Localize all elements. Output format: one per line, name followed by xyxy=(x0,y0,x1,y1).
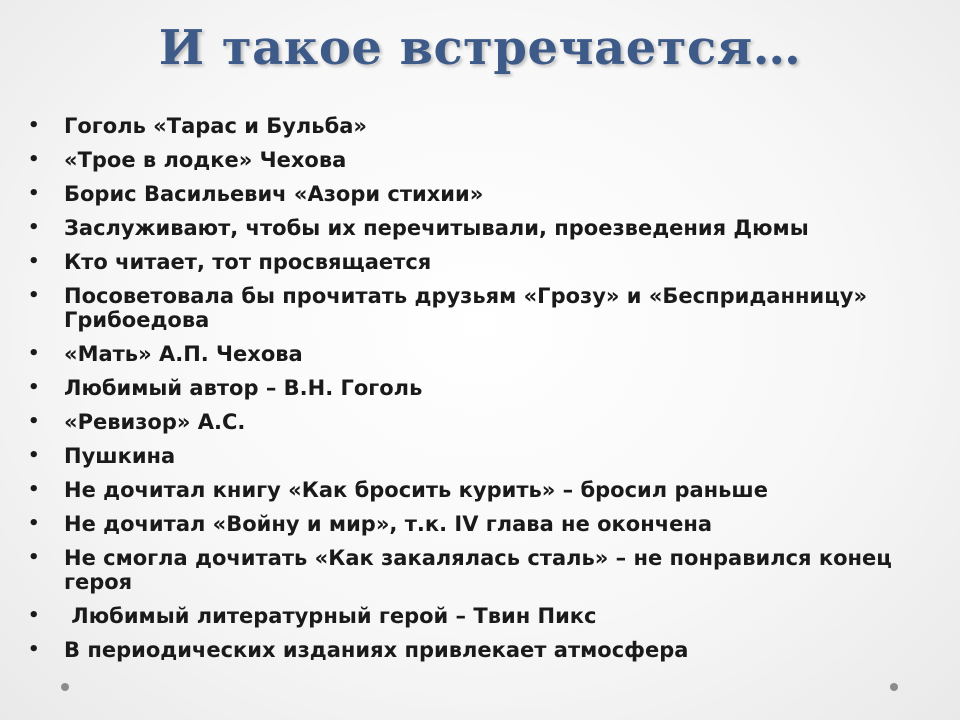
bullet-list xyxy=(22,114,952,672)
bullet-icon: • xyxy=(28,411,40,432)
list-item xyxy=(22,182,952,206)
list-item xyxy=(22,376,952,400)
decorative-dot-left-icon xyxy=(61,683,69,691)
list-item-text: В периодических изданиях привлекает атмосфера xyxy=(64,638,689,662)
list-item-text: Любимый литературный герой – Твин Пикс xyxy=(64,604,597,628)
slide-title: И такое встречается… xyxy=(158,20,802,76)
list-item xyxy=(22,216,952,240)
list-item xyxy=(22,478,952,502)
bullet-icon: • xyxy=(28,639,40,660)
list-item-text: Борис Васильевич «Азори стихии» xyxy=(64,182,484,206)
list-item xyxy=(22,444,952,468)
list-item-text: Любимый автор – В.Н. Гоголь xyxy=(64,376,423,400)
bullet-icon: • xyxy=(28,377,40,398)
list-item xyxy=(22,148,952,172)
list-item-text: Не дочитал книгу «Как бросить курить» – бросил раньше xyxy=(64,478,768,502)
list-item-text: «Трое в лодке» Чехова xyxy=(64,148,347,172)
bullet-icon: • xyxy=(28,115,40,136)
list-item xyxy=(22,638,952,662)
list-item-text: Пушкина xyxy=(64,444,176,468)
list-item xyxy=(22,342,952,366)
list-item xyxy=(22,512,952,536)
bullet-icon: • xyxy=(28,183,40,204)
list-item xyxy=(22,284,952,332)
list-item-text: Не смогла дочитать «Как закалялась сталь» – не понравился конец героя xyxy=(64,546,892,594)
list-item xyxy=(22,546,952,594)
list-item-text: Посоветовала бы прочитать друзьям «Грозу» и «Бесприданницу» Грибоедова xyxy=(64,284,868,332)
bullet-icon: • xyxy=(28,479,40,500)
list-item-text: Не дочитал «Войну и мир», т.к. IV глава не окончена xyxy=(64,512,713,536)
list-item xyxy=(22,250,952,274)
list-item-text: Гоголь «Тарас и Бульба» xyxy=(64,114,367,138)
list-item xyxy=(22,604,952,628)
bullet-icon: • xyxy=(28,513,40,534)
bullet-icon: • xyxy=(28,149,40,170)
bullet-icon: • xyxy=(28,285,40,306)
bullet-icon: • xyxy=(28,251,40,272)
bullet-icon: • xyxy=(28,343,40,364)
list-item-text: Заслуживают, чтобы их перечитывали, проезведения Дюмы xyxy=(64,216,809,240)
decorative-dot-right-icon xyxy=(890,683,898,691)
list-item-text: «Мать» А.П. Чехова xyxy=(64,342,303,366)
bullet-icon: • xyxy=(28,547,40,568)
list-item-text: «Ревизор» А.С. xyxy=(64,410,246,434)
bullet-icon: • xyxy=(28,445,40,466)
list-item xyxy=(22,114,952,138)
bullet-icon: • xyxy=(28,605,40,626)
bullet-icon: • xyxy=(28,217,40,238)
list-item xyxy=(22,410,952,434)
list-item-text: Кто читает, тот просвящается xyxy=(64,250,432,274)
